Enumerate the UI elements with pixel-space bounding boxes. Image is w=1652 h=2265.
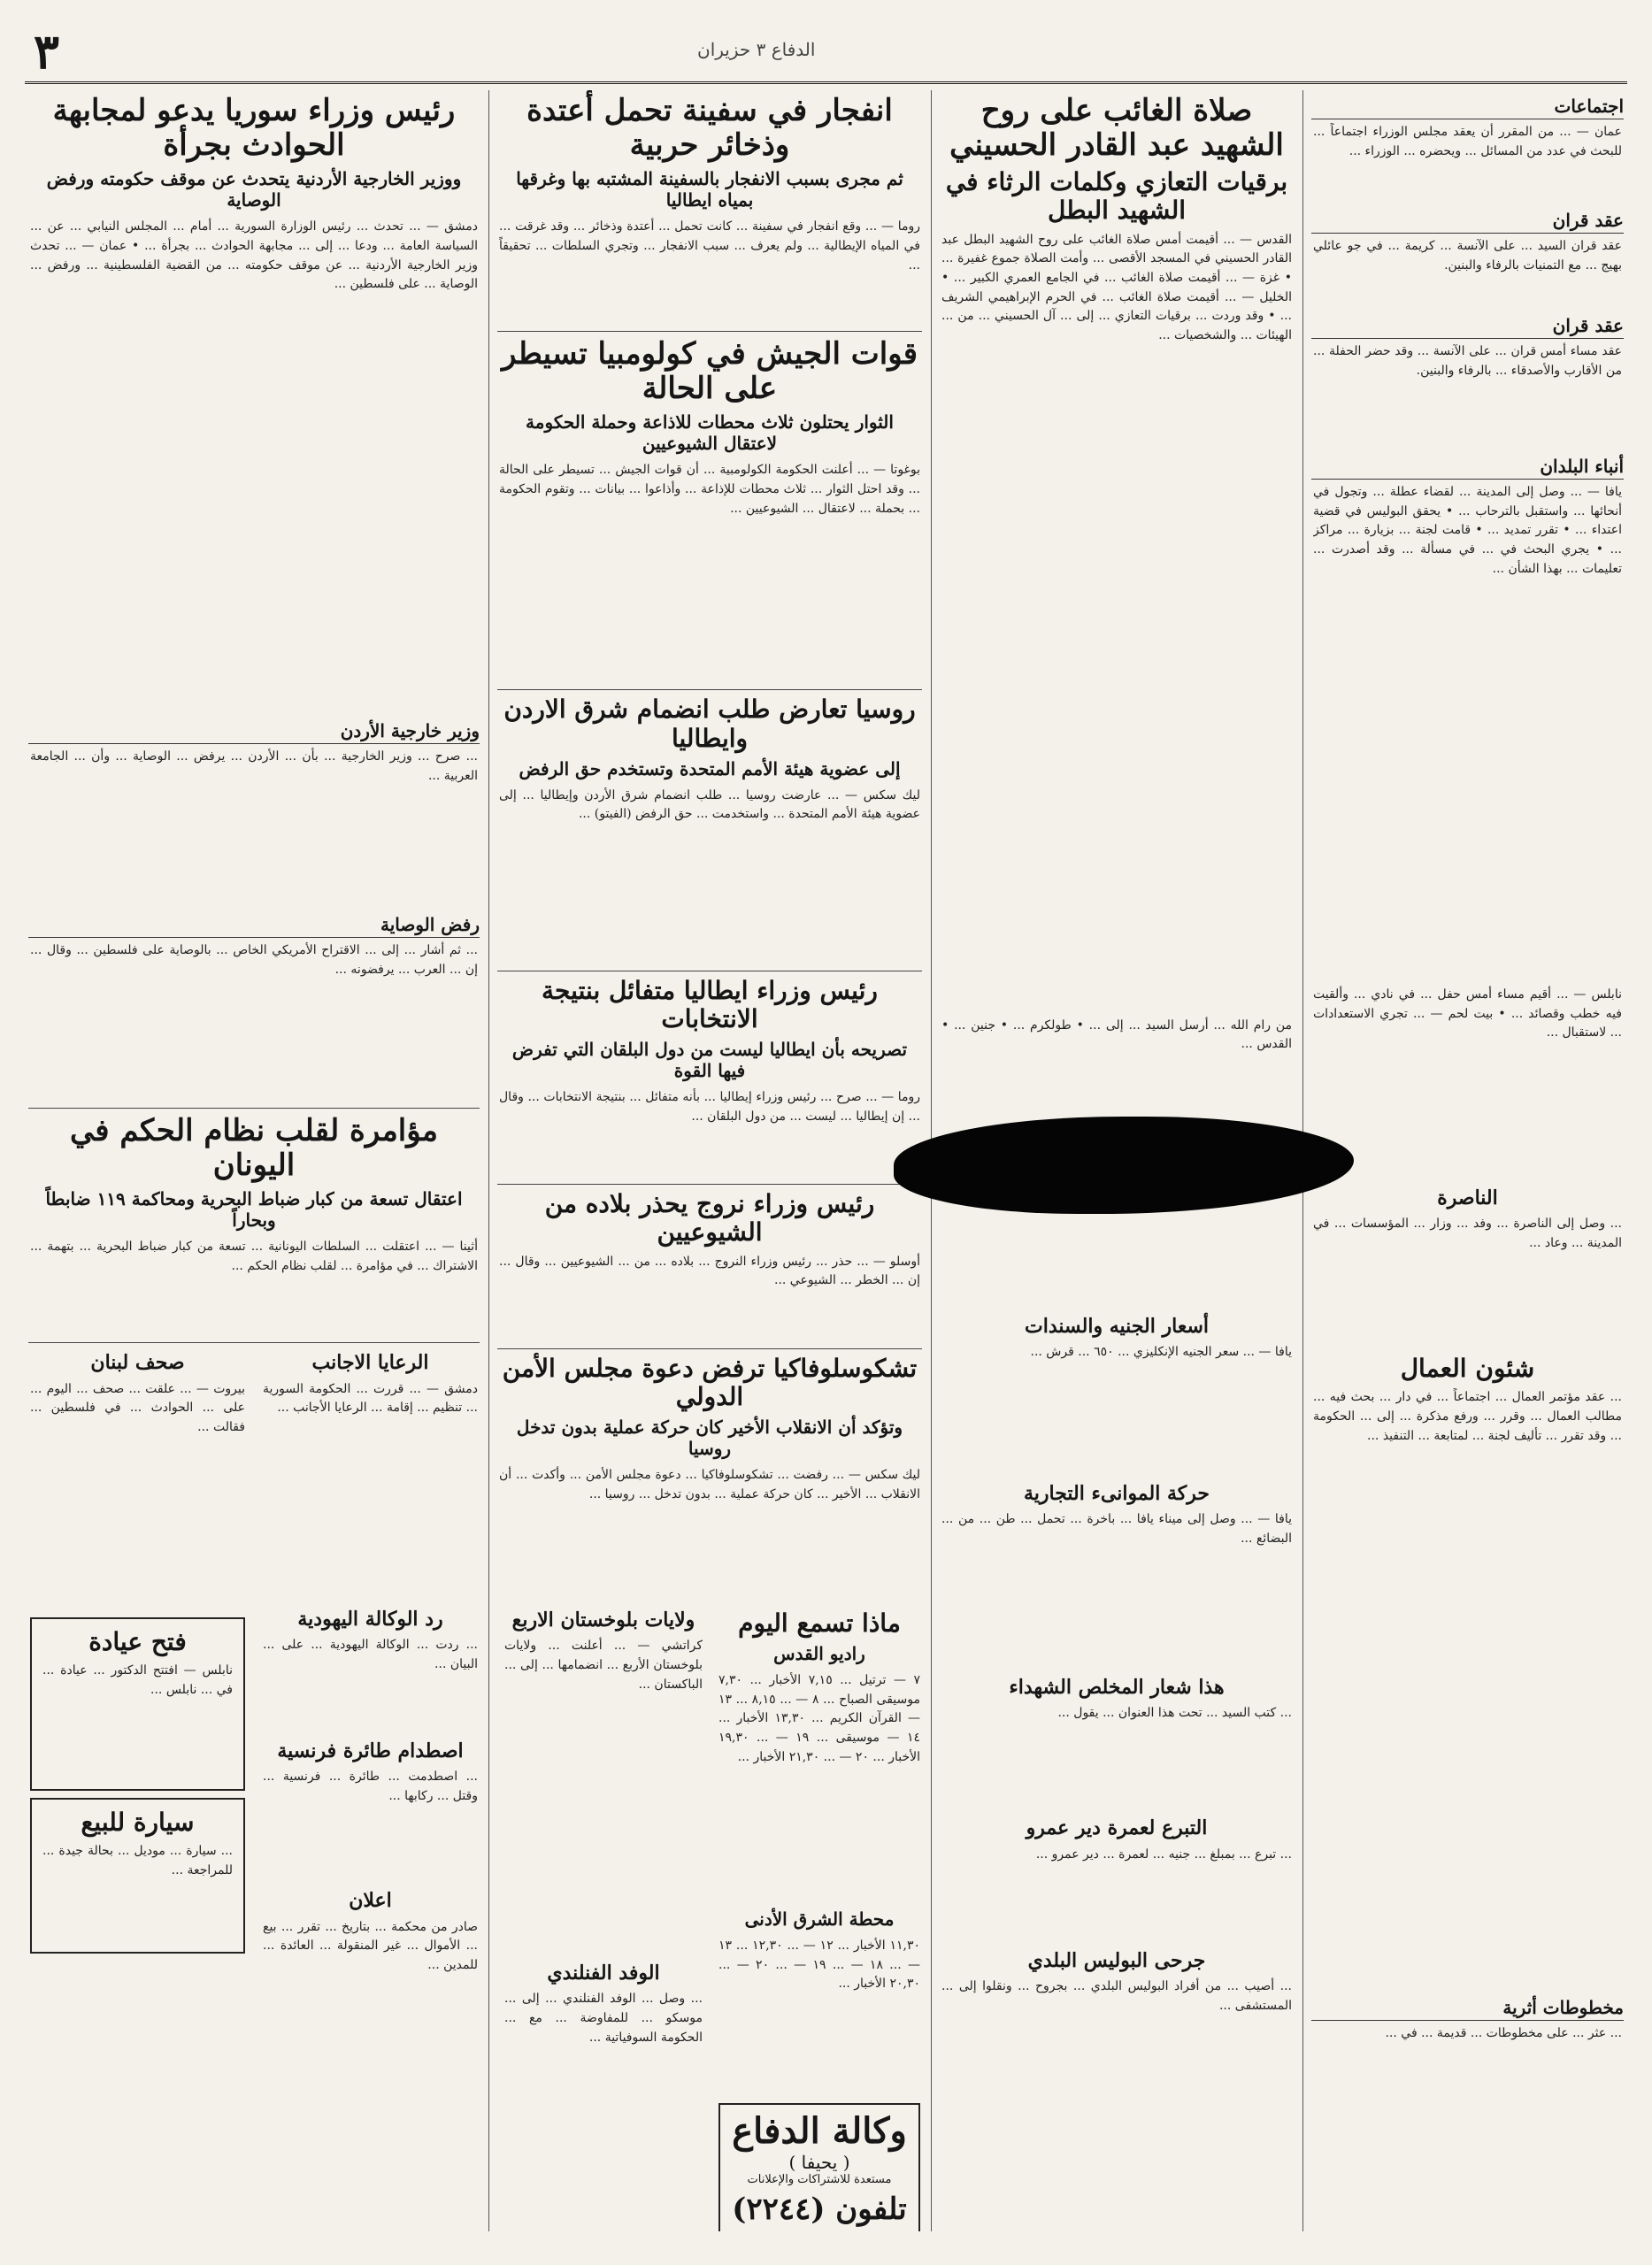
article-subheadline: تصريحه بأن ايطاليا ليست من دول البلقان التي تفرض فيها القوة	[511, 1039, 908, 1082]
article-subheadline: اعتقال تسعة من كبار ضباط البحرية ومحاكمة ١١٩ ضابطاً وبحاراً	[45, 1188, 463, 1232]
column-half	[257, 1348, 483, 2066]
article-subheadline: ثم مجرى بسبب الانفجار بالسفينة المشتبه بها وغرقها بمياه ايطاليا	[516, 168, 903, 211]
radio-schedule: ٧ — ترتيل ... ٧,١٥ الأخبار ... ٧,٣٠ موسيقى الصباح ... ٨ — ... ٨,١٥ ... ١٣ — القرآن الكريم ... ١٣,٣٠ الأخبار ... ١٤ — موسيقى ... ١٩ — ... ١٩,٣٠ الأخبار ... ٢٠ — ... ٢١,٣٠ الأخبار ...	[718, 1673, 920, 1764]
article-headline: ولايات بلوخستان الاربع	[511, 1608, 695, 1632]
advert-title: وكالة الدفاع	[732, 2110, 907, 2153]
agency-advert	[718, 2103, 920, 2231]
article-text: ليك سكس — ... رفضت ... تشكوسلوفاكيا ... دعوة مجلس الأمن ... وأكدت ... أن الانقلاب ... الأخير ... كان حركة عملية ... بدون تدخل ... روسيا ...	[499, 1467, 920, 1501]
divider	[497, 331, 922, 332]
article-headline: اصطدام طائرة فرنسية	[277, 1739, 464, 1762]
article-text: القدس — ... أقيمت أمس صلاة الغائب على روح الشهيد البطل عبد القادر الحسيني في المسجد الأقصى ... وأمت الصلاة جموع غفيرة ... • غزة — ... أقيمت صلاة الغائب ... في الجامع العمري الكبير ... • الخليل — ... أقيمت صلاة الغائب ... في الحرم الإبراهيمي الشريف ... • وقد وردت ... برقيات التعازي ... إلى ... آل الحسيني ... من ... الهيئات ... والشخصيات ...	[941, 232, 1292, 342]
column-half	[25, 1348, 250, 2066]
article-subheadline: إلى عضوية هيئة الأمم المتحدة وتستخدم حق الرفض	[519, 757, 901, 779]
bottom-row	[25, 1348, 483, 2066]
article-headline: الرعايا الاجانب	[311, 1351, 429, 1375]
notice-text: نابلس — افتتح الدكتور ... عيادة ... في ... نابلس ...	[42, 1662, 233, 1697]
article-text: من رام الله ... أرسل السيد ... إلى ... • طولكرم ... • جنين ... • القدس ...	[941, 1017, 1292, 1052]
advert-subtitle: ( يحيفا )	[788, 2152, 850, 2174]
article-text: عقد قران السيد ... على الآنسة ... كريمة ... في جو عائلي بهيج ... مع التمنيات بالرفاء والبنين.	[1313, 239, 1622, 273]
article-text: عقد مساء أمس قران ... على الآنسة ... وقد حضر الحفلة ... من الأقارب والأصدقاء ... بالرفاء والبنين.	[1313, 344, 1622, 378]
article-subheadline: برقيات التعازي وكلمات الرثاء في الشهيد البطل	[945, 167, 1288, 226]
article-headline: أسعار الجنيه والسندات	[1025, 1314, 1209, 1338]
article-text: روما — ... صرح ... رئيس وزراء إيطاليا ... بأنه متفائل ... بنتيجة الانتخابات ... وقال ... إن إيطاليا ... ليست ... من دول البلقان ...	[499, 1090, 920, 1124]
article-headline: رئيس وزراء ايطاليا متفائل بنتيجة الانتخابات	[542, 975, 878, 1033]
side-articles	[499, 1606, 708, 2231]
article-text: ... ردت ... الوكالة اليهودية ... على ... البيان ...	[263, 1637, 478, 1671]
article-text: ... ثم أشار ... إلى ... الاقتراح الأمريكي الخاص ... بالوصاية على فلسطين ... وقال ... إن ... العرب ... يرفضونه ...	[30, 943, 478, 977]
article-headline: قوات الجيش في كولومبيا تسيطر على الحالة	[501, 336, 918, 407]
section-title: عقد قران	[1311, 210, 1624, 234]
article-text: دمشق — ... قررت ... الحكومة السورية ... تنظيم ... إقامة ... الرعايا الأجانب ...	[263, 1381, 478, 1416]
article-text: روما — ... وقع انفجار في سفينة ... كانت تحمل ... أعتدة وذخائر ... وقد غرقت ... في المياه الإيطالية ... ولم يعرف ... سبب الانفجار ... وتجري السلطات ... تحقيقاً ...	[499, 219, 920, 273]
article-text: ... أصيب ... من أفراد البوليس البلدي ... بجروح ... ونقلوا إلى ... المستشفى ...	[941, 1979, 1292, 2013]
article-headline: حركة الموانىء التجارية	[1023, 1481, 1210, 1505]
article-headline: شئون العمال	[1400, 1354, 1535, 1384]
column-center-left	[494, 90, 926, 2231]
advert-phone: تلفون (٢٢٤٤)	[732, 2192, 907, 2228]
article-headline: الوفد الفنلندي	[547, 1962, 660, 1985]
article-text: ... صرح ... وزير الخارجية ... بأن ... الأردن ... يرفض ... الوصاية ... وأن ... الجامعة العربية ...	[30, 749, 478, 783]
column-rule	[488, 90, 489, 2231]
radio-subtitle: راديو القدس	[773, 1643, 865, 1665]
article-text: ليك سكس — ... عارضت روسيا ... طلب انضمام شرق الأردن وإيطاليا ... إلى عضوية هيئة الأمم المتحدة ... واستخدمت ... حق الرفض (الفيتو) ...	[499, 787, 920, 822]
article-text: كراتشي — ... أعلنت ... ولايات بلوخستان الأربع ... انضمامها ... إلى ... الباكستان ...	[504, 1639, 703, 1692]
dateline: الدفاع ٣ حزيران	[697, 39, 816, 60]
article-text: ... وصل إلى الناصرة ... وفد ... وزار ... المؤسسات ... في المدينة ... وعاد ...	[1313, 1217, 1622, 1250]
divider	[28, 1108, 480, 1109]
article-headline: رئيس وزراء نروج يحذر بلاده من الشيوعيين	[544, 1189, 875, 1248]
notice-text: ... سيارة ... موديل ... بحالة جيدة ... للمراجعة ...	[42, 1844, 233, 1877]
radio-subtitle: محطة الشرق الأدنى	[744, 1908, 895, 1931]
article-subheadline: الثوار يحتلون ثلاث محطات للاذاعة وحملة الحكومة لاعتقال الشيوعيين	[526, 411, 894, 455]
section-title: رفض الوصاية	[28, 914, 480, 938]
radio-schedule: ١١,٣٠ الأخبار ... ١٢ — ... ١٢,٣٠ ... ١٣ — ... ١٨ — ... ١٩ — ... ٢٠ — ... ٢٠,٣٠ الأخبار ...	[718, 1939, 920, 1992]
column-left	[25, 90, 483, 2231]
section-title: اجتماعات	[1311, 96, 1624, 119]
article-headline: تشكوسلوفاكيا ترفض دعوة مجلس الأمن الدولي	[502, 1353, 918, 1411]
newspaper-page	[25, 19, 1627, 2246]
article-text: عمان — ... من المقرر أن يعقد مجلس الوزراء اجتماعاً ... للبحث في عدد من المسائل ... ويحضره ... الوزراء ...	[1313, 125, 1622, 158]
article-text: ... عثر ... على مخطوطات ... قديمة ... في ...	[1385, 2026, 1622, 2041]
article-text: بوغوتا — ... أعلنت الحكومة الكولومبية ... أن قوات الجيش ... تسيطر على الحالة ... وقد احتل الثوار ... ثلاث محطات للإذاعة ... وأذاعوا ... بيانات ... وتقوم الحكومة ... بحملة ... لاعتقال ... الشيوعيين ...	[499, 463, 920, 516]
notice-title: فتح عيادة	[88, 1626, 187, 1656]
article-headline: رئيس وزراء سوريا يدعو لمجابهة الحوادث بجرأة	[52, 93, 456, 164]
article-text: يافا — ... وصل إلى المدينة ... لقضاء عطلة ... وتجول في أنحائها ... واستقبل بالترحاب ... • يحقق البوليس في قضية اعتداء ... • تقرر تمديد ... • قامت لجنة ... بزيارة ... مراكز ... • يجري البحث في ... في مسألة ... وقد أصدرت ... تعليمات ... بهذا الشأن ...	[1313, 485, 1622, 576]
advert-line: مستعدة للاشتراكات والإعلانات	[747, 2173, 892, 2187]
article-headline: هذا شعار المخلص الشهداء	[1009, 1676, 1225, 1700]
article-headline: اعلان	[349, 1889, 392, 1913]
article-headline: الناصرة	[1437, 1186, 1498, 1209]
article-text: أوسلو — ... حذر ... رئيس وزراء النروج ... بلاده ... من ... الشيوعيين ... وقال ... إن ... الخطر ... الشيوعي ...	[499, 1254, 920, 1288]
car-sale-notice	[30, 1798, 245, 1954]
article-headline: جرحى البوليس البلدي	[1027, 1948, 1206, 1972]
article-text: أثينا — ... اعتقلت ... السلطات اليونانية ... تسعة من كبار ضباط البحرية ... بتهمة ... الاشتراك ... في مؤامرة ... لقلب نظام الحكم ...	[30, 1240, 478, 1274]
page-number: ٣	[34, 23, 60, 80]
article-text: صادر من محكمة ... بتاريخ ... تقرر ... بيع ... الأموال ... غير المنقولة ... العائدة ... للمدين ...	[263, 1919, 478, 1972]
article-headline: صحف لبنان	[90, 1351, 185, 1375]
divider	[28, 1342, 480, 1343]
section-title: عقد قران	[1311, 315, 1624, 339]
article-headline: رد الوكالة اليهودية	[297, 1607, 443, 1631]
masthead	[25, 19, 1627, 84]
section-title: أنباء البلدان	[1311, 456, 1624, 480]
clinic-notice	[30, 1617, 245, 1791]
radio-title: ماذا تسمع اليوم	[738, 1608, 901, 1638]
article-headline: انفجار في سفينة تحمل أعتدة وذخائر حربية	[526, 93, 893, 164]
notice-title: سيارة للبيع	[81, 1807, 195, 1837]
article-text: ... وصل ... الوفد الفنلندي ... إلى ... موسكو ... للمفاوضة ... مع ... الحكومة السوفياتية ...	[504, 1992, 703, 2045]
article-text: ... اصطدمت ... طائرة ... فرنسية ... وقتل ... ركابها ...	[263, 1770, 478, 1803]
article-subheadline: وتؤكد أن الانقلاب الأخير كان حركة عملية بدون تدخل روسيا	[516, 1416, 903, 1459]
article-headline: روسيا تعارض طلب انضمام شرق الاردن وايطاليا	[503, 695, 916, 753]
divider	[497, 1184, 922, 1185]
article-text: ... تبرع ... بمبلغ ... جنيه ... لعمرة ... دير عمرو ...	[1035, 1847, 1292, 1862]
section-title: مخطوطات أثرية	[1311, 1997, 1624, 2021]
divider	[497, 689, 922, 690]
column-right	[1308, 90, 1627, 2231]
article-headline: التبرع لعمرة دير عمرو	[1026, 1816, 1208, 1840]
article-text: ... عقد مؤتمر العمال ... اجتماعاً ... في دار ... بحث فيه ... مطالب العمال ... وقرر ... ورفع مذكرة ... إلى ... الحكومة ... وقد تقرر ... تأليف لجنة ... لمتابعة ... التنفيذ ...	[1313, 1390, 1622, 1443]
divider	[497, 1348, 922, 1349]
bottom-row	[494, 1606, 926, 2231]
article-headline: مؤامرة لقلب نظام الحكم في اليونان	[69, 1113, 439, 1184]
article-text: يافا — ... سعر الجنيه الإنكليزي ... ٦٥٠ ... قرش ...	[1030, 1344, 1292, 1359]
article-text: نابلس — ... أقيم مساء أمس حفل ... في نادي ... وألقيت فيه خطب وقصائد ... • بيت لحم — ... تجري الاستعدادات ... لاستقبال ...	[1313, 987, 1622, 1040]
article-text: ... كتب السيد ... تحت هذا العنوان ... يقول ...	[1057, 1706, 1292, 1721]
article-text: دمشق — ... تحدث ... رئيس الوزارة السورية ... أمام ... المجلس النيابي ... عن ... السياسة العامة ... ودعا ... إلى ... مجابهة الحوادث ... بجرأة ... • عمان — ... تحدث وزير الخارجية الأردنية ... عن موقف حكومته ... من القضية الفلسطينية ... ورفض ... الوصاية ... على فلسطين ...	[30, 219, 478, 292]
article-text: بيروت — ... علقت ... صحف ... اليوم ... على ... الحوادث ... في فلسطين ... فقالت ...	[30, 1381, 245, 1435]
article-subheadline: ووزير الخارجية الأردنية يتحدث عن موقف حكومته ورفض الوصاية	[46, 168, 462, 211]
section-title: وزير خارجية الأردن	[28, 720, 480, 744]
radio-listing	[713, 1606, 926, 2231]
article-text: يافا — ... وصل إلى ميناء يافا ... باخرة ... تحمل ... طن ... من ... البضائع ...	[941, 1512, 1292, 1546]
article-headline: صلاة الغائب على روح الشهيد عبد القادر الحسيني	[949, 93, 1284, 164]
